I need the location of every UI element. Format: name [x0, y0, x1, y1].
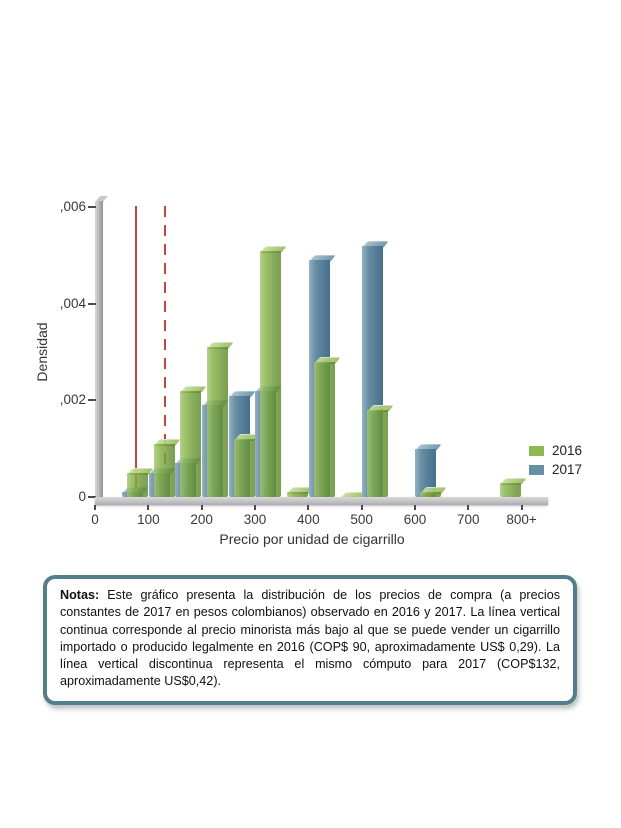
y-tick-label: ,006 — [59, 199, 86, 214]
bar-2016 — [154, 439, 175, 497]
bar-2016 — [207, 342, 228, 497]
legend-swatch-2016-icon — [529, 446, 544, 456]
x-tick-mark — [254, 505, 256, 510]
bar-2016 — [180, 386, 201, 497]
y-tick-mark — [88, 303, 96, 305]
bar-body — [154, 444, 175, 497]
x-tick-mark — [94, 505, 96, 510]
x-tick-mark — [521, 505, 523, 510]
x-tick-mark — [201, 505, 203, 510]
x-tick-mark — [147, 505, 149, 510]
x-tick-label: 800+ — [506, 512, 537, 527]
notes-text — [60, 587, 560, 691]
x-tick-label: 100 — [137, 512, 160, 527]
notes-box — [43, 575, 577, 705]
bar-2016 — [260, 246, 281, 497]
x-tick-label: 0 — [91, 512, 99, 527]
x-tick-label: 700 — [457, 512, 480, 527]
y-tick-label: ,004 — [59, 295, 86, 311]
bar-body — [234, 439, 255, 497]
x-tick-label: 300 — [243, 512, 267, 527]
reference-line-precio-minimo-2016 — [135, 206, 137, 497]
bar-body — [500, 483, 521, 497]
y-tick-label: ,002 — [59, 392, 86, 408]
bar-2016 — [234, 434, 255, 497]
x-tick-label: 200 — [190, 512, 213, 527]
bar-2016 — [500, 478, 521, 497]
legend-swatch-2017-icon — [529, 465, 544, 475]
x-tick-label: 500 — [350, 512, 373, 527]
bar-2016 — [367, 405, 388, 497]
bar-body — [314, 362, 335, 497]
bar-body — [367, 410, 388, 497]
x-tick-label: 600 — [403, 512, 427, 527]
x-tick-mark — [467, 505, 469, 510]
bar-body — [180, 391, 201, 497]
x-tick-mark — [307, 505, 309, 510]
legend-label-2017: 2017 — [552, 462, 583, 477]
y-axis-wall — [95, 201, 103, 497]
legend-item-2016 — [529, 443, 582, 458]
x-tick-label: 400 — [297, 512, 320, 527]
bar-2016 — [287, 487, 308, 497]
bar-body — [207, 347, 228, 497]
legend-item-2017 — [529, 462, 582, 477]
x-tick-mark — [414, 505, 416, 510]
x-tick-mark — [361, 505, 363, 510]
bar-body — [260, 251, 281, 497]
legend-label-2016: 2016 — [552, 443, 583, 458]
y-tick-mark — [88, 399, 96, 401]
notes-label: Notas: — [60, 588, 100, 602]
bar-body — [127, 473, 148, 497]
bar-2016 — [314, 357, 335, 497]
bar-2016 — [420, 487, 441, 497]
y-tick-label: 0 — [78, 489, 86, 504]
y-axis-title: Densidad — [34, 322, 50, 382]
bar-2016 — [127, 468, 148, 497]
legend — [529, 443, 582, 481]
y-tick-mark — [88, 206, 96, 208]
x-axis-title: Precio por unidad de cigarrillo — [219, 531, 405, 547]
x-axis-floor — [95, 497, 548, 505]
notes-body: Este gráfico presenta la distribución de los precios de compra (a precios constantes de 2017 en pesos colombianos) observado en 2016 y 2017. La línea vertical continua corresponde al precio minorista más bajo al que se puede vender un cigarrillo importado o producido legalmente en 2016 (COP$ 90, aproximadamente US$ 0,29). La línea vertical discontinua representa el mismo cómputo para 2017 (COP$132, aproximadamente US$0,42). — [60, 588, 560, 689]
